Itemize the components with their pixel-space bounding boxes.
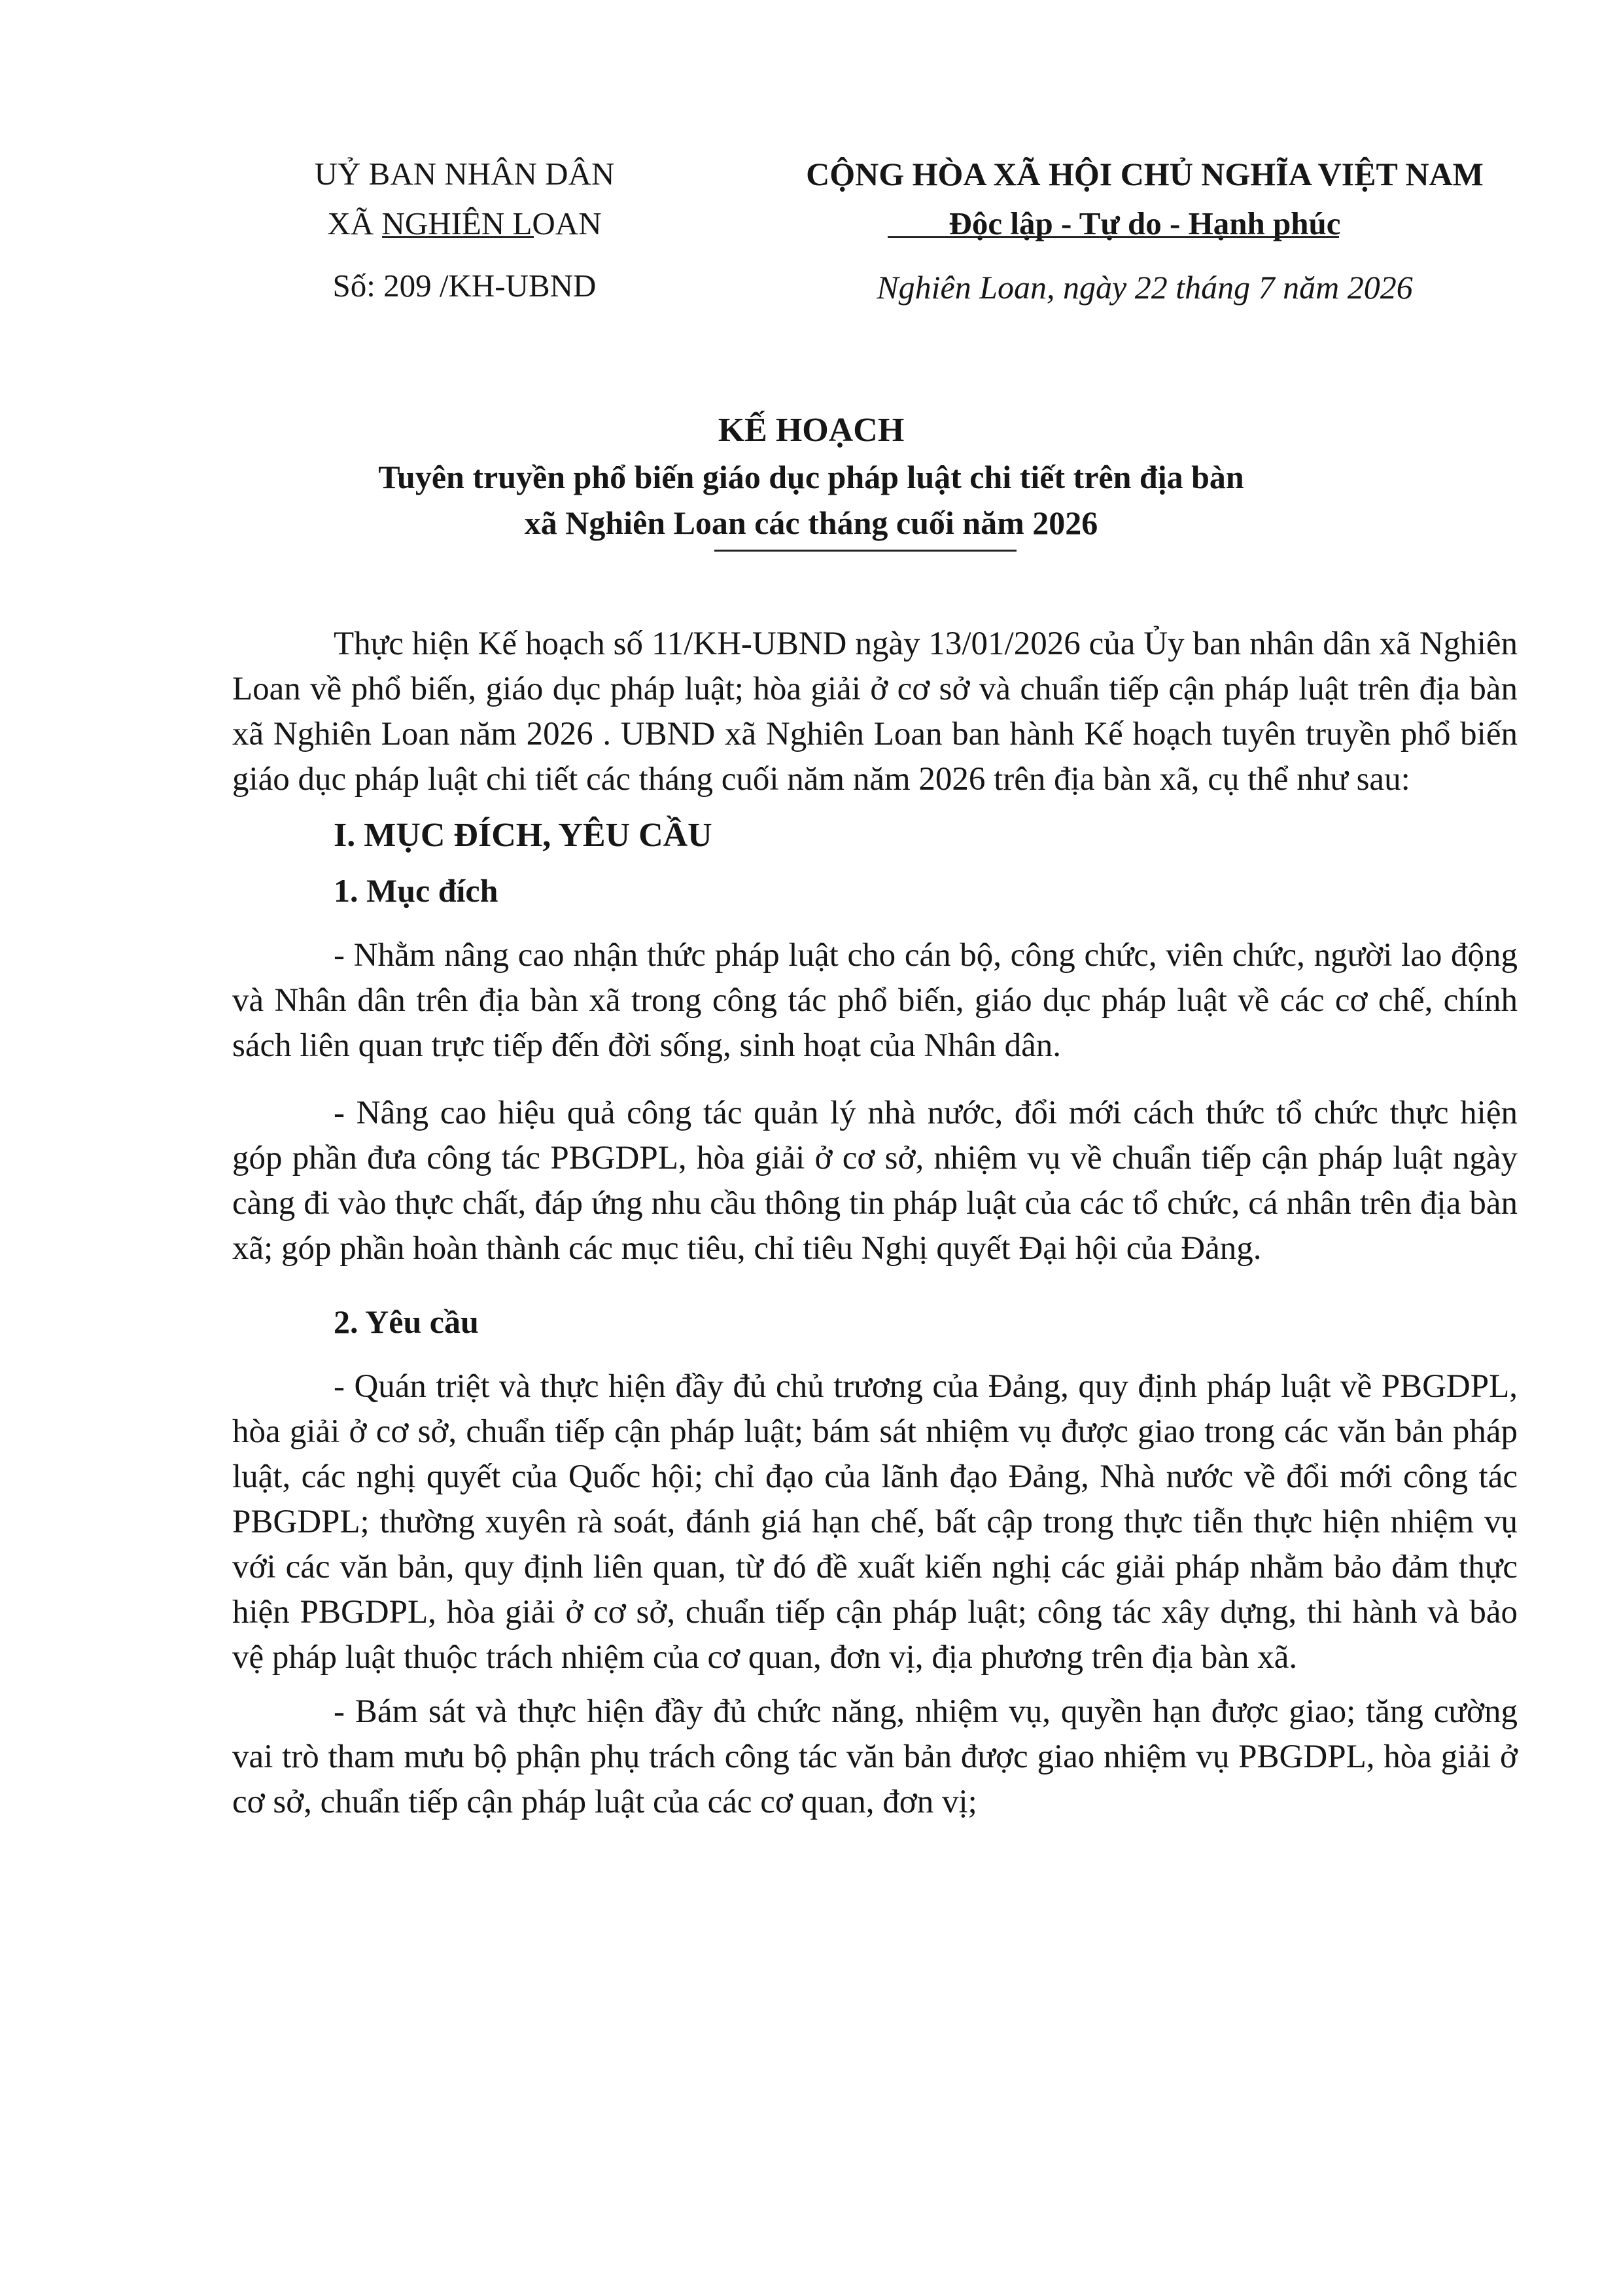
title-underline [714,550,1017,552]
nation-name: CỘNG HÒA XÃ HỘI CHỦ NGHĨA VIỆT NAM [806,156,1484,192]
motto-underline [888,236,1339,238]
section-heading-1: I. MỤC ĐÍCH, YÊU CẦU [334,817,712,854]
title-line-2: xã Nghiên Loan các tháng cuối năm 2026 [524,504,1098,541]
document-number: Số: 209 /KH-UBND [332,268,597,304]
requirement-paragraph-1: - Quán triệt và thực hiện đầy đủ chủ trương của Đảng, quy định pháp luật về PBGDPL, hòa giải ở cơ sở, chuẩn tiếp cận pháp luật; bám sát nhiệm vụ được giao trong các văn bản pháp luật, các nghị quyết của Quốc hội; chỉ đạo của lãnh đạo Đảng, Nhà nước về đổi mới công tác PBGDPL; thường xuyên rà soát, đánh giá hạn chế, bất cập trong thực tiễn thực hiện nhiệm vụ với các văn bản, quy định liên quan, từ đó đề xuất kiến nghị các giải pháp nhằm bảo đảm thực hiện PBGDPL, hòa giải ở cơ sở, chuẩn tiếp cận pháp luật; công tác xây dựng, thi hành và bảo vệ pháp luật thuộc trách nhiệm của cơ quan, đơn vị, địa phương trên địa bàn xã. [232,1368,1518,1676]
title-line-1: Tuyên truyền phổ biến giáo dục pháp luật chi tiết trên địa bàn [378,459,1244,495]
document-body [232,622,1518,1825]
purpose-paragraph-2: - Nâng cao hiệu quả công tác quản lý nhà nước, đổi mới cách thức tổ chức thực hiện góp phần đưa công tác PBGDPL, hòa giải ở cơ sở, nhiệm vụ về chuẩn tiếp cận pháp luật ngày càng đi vào thực chất, đáp ứng nhu cầu thông tin pháp luật của các tổ chức, cá nhân trên địa bàn xã; góp phần hoàn thành các mục tiêu, chỉ tiêu Nghị quyết Đại hội của Đảng. [232,1095,1518,1267]
document-type: KẾ HOẠCH [718,412,905,449]
document-title [196,407,1426,546]
place-and-date: Nghiên Loan, ngày 22 tháng 7 năm 2026 [877,269,1413,306]
subsection-heading-requirements: 2. Yêu cầu [334,1303,479,1340]
purpose-paragraph-1: - Nhằm nâng cao nhận thức pháp luật cho cán bộ, công chức, viên chức, người lao động và Nhân dân trên địa bàn xã trong công tác phổ biến, giáo dục pháp luật về các cơ chế, chính sách liên quan trực tiếp đến đời sống, sinh hoạt của Nhân dân. [232,937,1518,1064]
national-header [706,149,1583,249]
authority-line-1: UỶ BAN NHÂN DÂN [314,156,615,192]
intro-paragraph: Thực hiện Kế hoạch số 11/KH-UBND ngày 13/01/2026 của Ủy ban nhân dân xã Nghiên Loan về phổ biến, giáo dục pháp luật; hòa giải ở cơ sở và chuẩn tiếp cận pháp luật trên địa bàn xã Nghiên Loan năm 2026 . UBND xã Nghiên Loan ban hành Kế hoạch tuyên truyền phổ biến giáo dục pháp luật chi tiết các tháng cuối năm năm 2026 trên địa bàn xã, cụ thể như sau: [232,626,1518,798]
subsection-heading-purpose: 1. Mục đích [334,872,498,909]
authority-line-2: XÃ NGHIÊN LOAN [327,205,602,241]
issuing-authority [262,149,667,249]
requirement-paragraph-2: - Bám sát và thực hiện đầy đủ chức năng, nhiệm vụ, quyền hạn được giao; tăng cường vai trò tham mưu bộ phận phụ trách công tác văn bản được giao nhiệm vụ PBGDPL, hòa giải ở cơ sở, chuẩn tiếp cận pháp luật của các cơ quan, đơn vị; [232,1693,1518,1820]
national-motto: Độc lập - Tự do - Hạnh phúc [949,205,1341,241]
authority-underline [382,236,534,238]
